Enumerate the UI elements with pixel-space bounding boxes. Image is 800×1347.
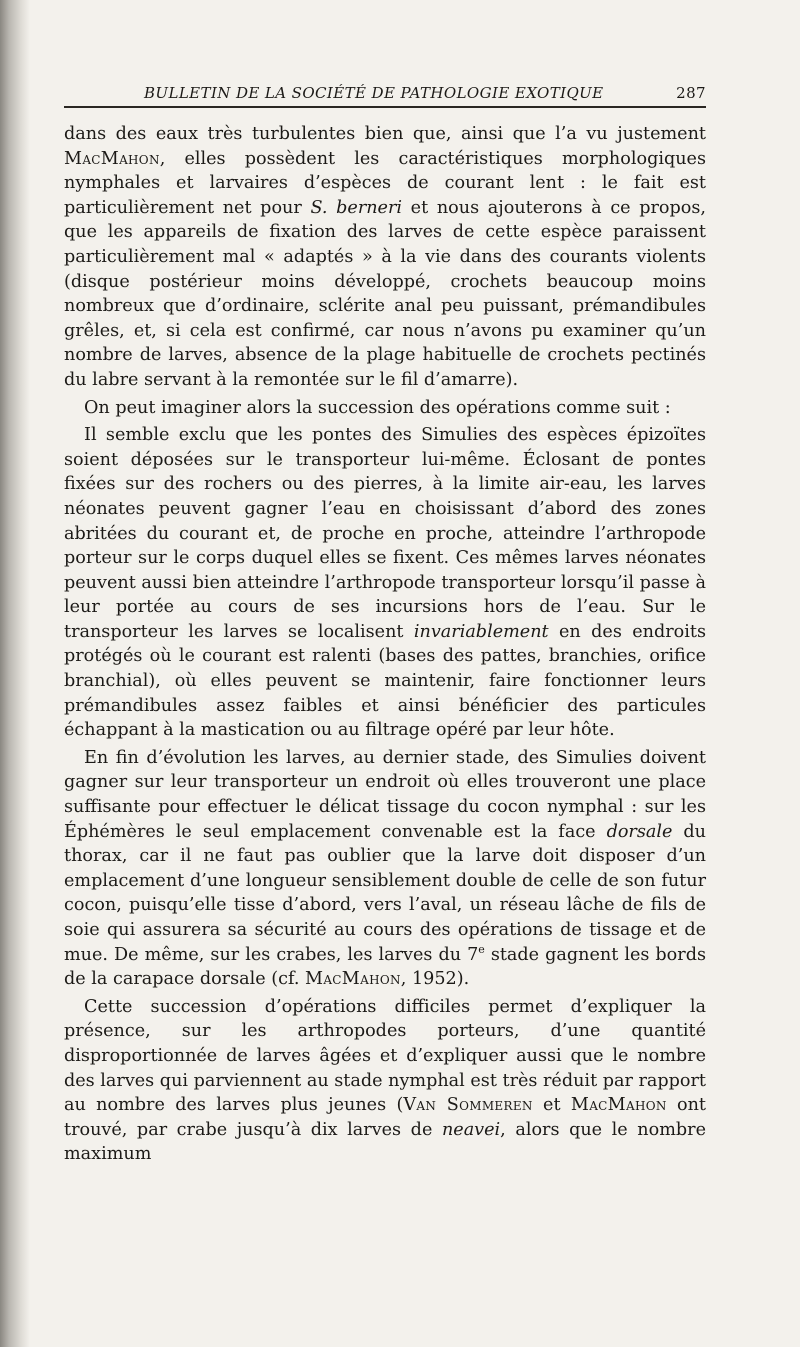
text-span: stade gagnent les bords de la carapace dorsale (cf. — [64, 944, 706, 990]
text-span: Il semble exclu que les pontes des Simulies des espèces épizoïtes soient déposées sur le transporteur lui-même. Éclosant de pontes fixées sur des rochers ou des pierres, à la limite air-eau, les larves néonates peuvent gagner l’eau en choisissant d’abord des zones abritées du courant et, de proche en proche, atteindre l’arthropode porteur sur le corps duquel elles se fixent. Ces mêmes larves néonates peuvent aussi bien atteindre l’arthropode transporteur lorsqu’il passe à leur portée au cours de ses incursions hors de l’eau. Sur le transporteur les larves se localisent — [64, 425, 706, 642]
paragraph-1 — [64, 122, 706, 393]
author-name: Van Sommeren — [403, 1095, 533, 1116]
text-span: dans des eaux très turbulentes bien que, ainsi que l’a vu justement — [64, 124, 706, 144]
page-number: 287 — [676, 84, 706, 102]
paragraph-2: On peut imaginer alors la succession des opérations comme suit : — [84, 397, 671, 418]
journal-title: BULLETIN DE LA SOCIÉTÉ DE PATHOLOGIE EXOTIQUE — [144, 84, 604, 102]
text-span: , alors que le nombre maximum — [64, 1119, 707, 1165]
author-name: MacMahon — [64, 148, 160, 169]
text-span: et nous ajouterons à ce propos, que les appareils de fixation des larves de cette espèce paraissent particulièrement mal « adaptés » à la vie dans des courants violents (disque postérieur moins développé, crochets beaucoup moins nombreux que d’ordinaire, sclérite anal peu puissant, prémandibules grêles, et, si cela est confirmé, car nous n’avons pu examiner qu’un nombre de larves, absence de la plage habituelle de crochets pectinés du labre servant à la remontée sur le fil d’amarre). — [64, 197, 707, 390]
paragraph-5 — [64, 995, 706, 1167]
author-name: MacMahon — [305, 969, 401, 990]
paragraph-3 — [64, 423, 706, 743]
text-span: , 1952). — [400, 969, 470, 990]
text-span: et — [532, 1095, 571, 1116]
author-name: MacMahon — [570, 1095, 667, 1116]
paragraph-4 — [64, 746, 706, 992]
emphasis: dorsale — [606, 821, 673, 842]
species-name: neavei — [441, 1119, 501, 1140]
body-text — [64, 122, 706, 1167]
text-span: , elles possèdent les caractéristiques morphologiques nymphales et larvaires d’espèces de courant lent : le fait est particulièrement net pour — [64, 148, 706, 218]
document-page — [64, 84, 706, 1167]
text-span: ont trouvé, par crabe jusqu’à dix larves de — [64, 1095, 707, 1140]
text-span: Cette succession d’opérations difficiles permet d’expliquer la présence, sur les arthropodes porteurs, d’une quantité disproportionnée de larves âgées et d’expliquer aussi que le nombre des larves qui parviennent au stade nymphal est très réduit par rapport au nombre des larves plus jeunes ( — [64, 996, 706, 1116]
emphasis: invariablement — [413, 621, 549, 642]
text-span: du thorax, car il ne faut pas oublier que la larve doit disposer d’un emplacement d’une longueur sensiblement double de celle de son futur cocon, puisqu’elle tisse d’abord, vers l’aval, un réseau lâche de fils de soie qui assurera sa sécurité au cours des opérations de tissage et de mue. De même, sur les crabes, les larves du 7 — [64, 821, 706, 965]
text-span: en des endroits protégés où le courant est ralenti (bases des pattes, branchies, orifice branchial), où elles peuvent se maintenir, faire fonctionner leurs prémandibules assez faibles et ainsi bénéficier des particules échappant à la mastication ou au filtrage opéré par leur hôte. — [64, 621, 706, 741]
species-name: S. berneri — [310, 197, 403, 218]
running-header — [64, 84, 706, 108]
text-span: En fin d’évolution les larves, au dernier stade, des Simulies doivent gagner sur leur transporteur un endroit où elles trouveront une place suffisante pour effectuer le délicat tissage du cocon nymphal : sur les Éphémères le seul emplacement convenable est la face — [64, 747, 706, 842]
book-spine-shadow — [0, 0, 30, 1347]
superscript: e — [478, 942, 485, 956]
